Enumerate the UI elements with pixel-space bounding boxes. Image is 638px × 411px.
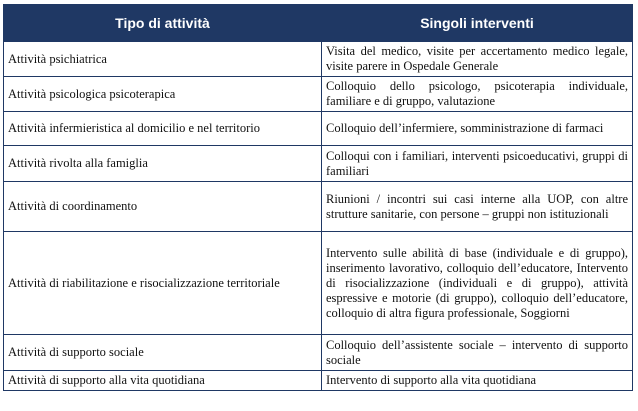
- table-row: [4, 182, 633, 232]
- interventions-cell: Colloquio dell’infermiere, somministrazione di farmaci: [322, 112, 633, 146]
- table-row: [4, 77, 633, 112]
- header-interventions: Singoli interventi: [322, 5, 633, 42]
- activity-type-cell: Attività psichiatrica: [4, 42, 322, 77]
- activity-type-cell: Attività di supporto sociale: [4, 335, 322, 371]
- interventions-cell: Riunioni / incontri sui casi interne alla UOP, con altre strutture sanitarie, con persone – gruppi non istituzionali: [322, 182, 633, 232]
- activities-table: [3, 4, 633, 391]
- interventions-cell: Colloquio dello psicologo, psicoterapia individuale, familiare e di gruppo, valutazione: [322, 77, 633, 112]
- activity-type-cell: Attività psicologica psicoterapica: [4, 77, 322, 112]
- activity-type-cell: Attività rivolta alla famiglia: [4, 146, 322, 182]
- interventions-cell: Intervento di supporto alla vita quotidiana: [322, 371, 633, 391]
- interventions-cell: Colloquio dell’assistente sociale – intervento di supporto sociale: [322, 335, 633, 371]
- interventions-cell: Colloqui con i familiari, interventi psicoeducativi, gruppi di familiari: [322, 146, 633, 182]
- table-row: [4, 232, 633, 335]
- interventions-cell: Visita del medico, visite per accertamento medico legale, visite parere in Ospedale Generale: [322, 42, 633, 77]
- table-row: [4, 146, 633, 182]
- activity-type-cell: Attività infermieristica al domicilio e nel territorio: [4, 112, 322, 146]
- interventions-cell: Intervento sulle abilità di base (individuale e di gruppo), inserimento lavorativo, colloquio dell’educatore, Intervento di risocializzazione (individuali e di gruppo), attività espressive e motorie (di gruppo), colloquio dell’educatore, colloquio di altra figura professionale, Soggiorni: [322, 232, 633, 335]
- activity-type-cell: Attività di coordinamento: [4, 182, 322, 232]
- table-row: [4, 42, 633, 77]
- table-row: [4, 335, 633, 371]
- header-activity-type: Tipo di attività: [4, 5, 322, 42]
- header-row: [4, 5, 633, 42]
- table-row: [4, 112, 633, 146]
- table-row: [4, 371, 633, 391]
- activity-type-cell: Attività di riabilitazione e risocializzazione territoriale: [4, 232, 322, 335]
- activity-type-cell: Attività di supporto alla vita quotidiana: [4, 371, 322, 391]
